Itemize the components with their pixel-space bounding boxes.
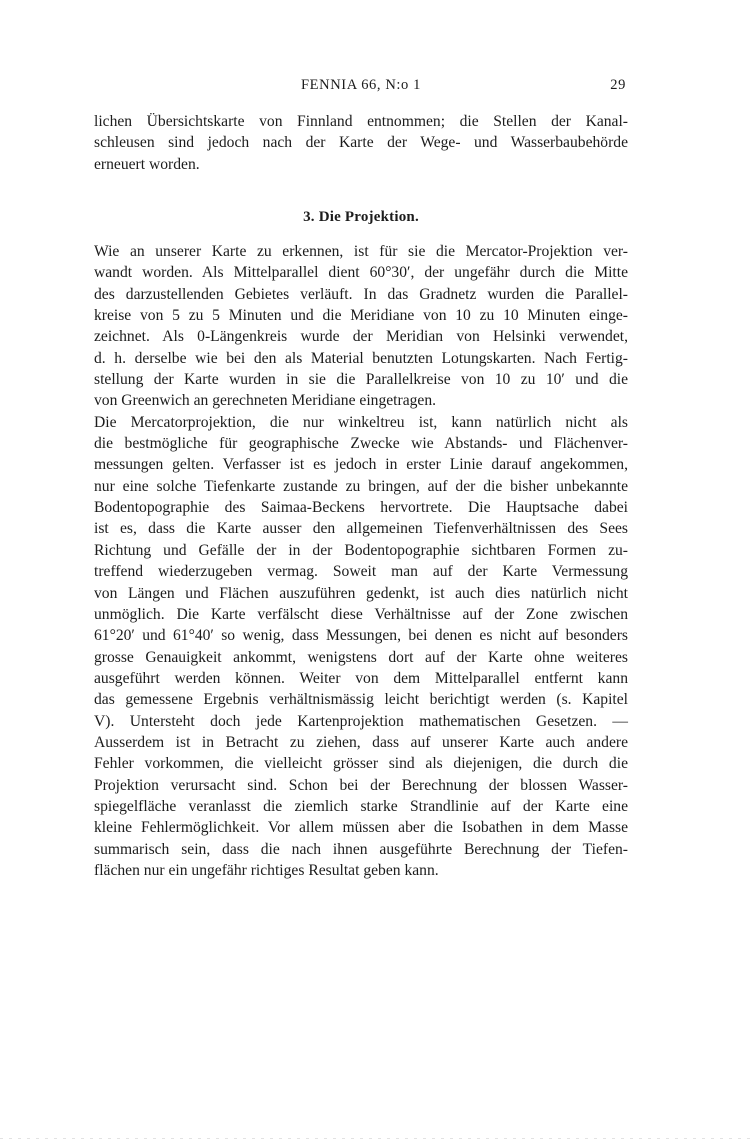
section-heading: 3. Die Projektion. (303, 209, 419, 225)
text-line: Projektion verursacht sind. Schon bei der Berechnung der blossen Wasser- (94, 776, 628, 794)
text-line: nur eine solche Tiefenkarte zustande zu bringen, auf der die bisher unbekannte (94, 477, 628, 495)
paragraph (94, 111, 628, 175)
paragraph-continuation (94, 111, 628, 175)
text-line: d. h. derselbe wie bei den als Material benutzten Lotungskarten. Nach Fertig- (94, 349, 628, 367)
text-line: ist es, dass die Karte ausser den allgemeinen Tiefenverhältnissen des Sees (94, 520, 628, 538)
text-line: von Greenwich an gerechneten Meridiane eingetragen. (94, 392, 437, 410)
paragraph-projection-choice (94, 241, 628, 412)
text-line: Die Mercatorprojektion, die nur winkeltreu ist, kann natürlich nicht als (94, 413, 628, 431)
text-line: lichen Übersichtskarte von Finnland entnommen; die Stellen der Kanal- (94, 113, 628, 130)
text-line: messungen gelten. Verfasser ist es jedoch in erster Linie darauf angekommen, (94, 456, 628, 474)
text-line: V). Untersteht doch jede Kartenprojektion mathematischen Gesetzen. — (94, 712, 628, 730)
text-line: Wie an unserer Karte zu erkennen, ist für sie die Mercator-Projektion ver- (94, 243, 628, 260)
scan-edge-artifact (0, 1138, 752, 1139)
section-text (94, 241, 628, 881)
text-line: stellung der Karte wurden in sie die Parallelkreise von 10 zu 10′ und die (94, 371, 628, 389)
text-line: ausgeführt werden können. Weiter von dem Mittelparallel entfernt kann (94, 669, 628, 687)
text-line: Ausserdem ist in Betracht zu ziehen, dass auf unserer Karte auch andere (94, 733, 628, 751)
text-line: erneuert worden. (94, 155, 200, 173)
text-line: wandt worden. Als Mittelparallel dient 60°30′, der ungefähr durch die Mitte (94, 264, 628, 282)
text-line: flächen nur ein ungefähr richtiges Resultat geben kann. (94, 861, 439, 879)
text-line: spiegelfläche veranlasst die ziemlich starke Strandlinie auf der Karte eine (94, 797, 628, 815)
text-line: kleine Fehlermöglichkeit. Vor allem müssen aber die Isobathen in dem Masse (94, 819, 628, 837)
text-line: unmöglich. Die Karte verfälscht diese Verhältnisse auf der Zone zwischen (94, 605, 628, 623)
text-line: schleusen sind jedoch nach der Karte der Wege- und Wasserbaubehörde (94, 134, 628, 152)
text-line: 61°20′ und 61°40′ so wenig, dass Messungen, bei denen es nicht auf besonders (94, 627, 628, 645)
text-line: zeichnet. Als 0-Längenkreis wurde der Meridian von Helsinki verwendet, (94, 328, 628, 346)
text-line: des darzustellenden Gebietes verläuft. In das Gradnetz wurden die Parallel- (94, 285, 628, 303)
page-number: 29 (610, 77, 626, 93)
text-line: treffend wiederzugeben vermag. Soweit man auf der Karte Vermessung (94, 563, 628, 581)
text-line: Fehler vorkommen, die vielleicht grösser sind als diejenigen, die durch die (94, 755, 628, 773)
journal-title: FENNIA 66, N:o 1 (301, 77, 421, 93)
text-line: kreise von 5 zu 5 Minuten und die Meridiane von 10 zu 10 Minuten einge- (94, 307, 628, 325)
text-line: grosse Genauigkeit ankommt, wenigstens dort auf der Karte ohne weiteres (94, 648, 628, 666)
text-line: die bestmögliche für geographische Zwecke wie Abstands- und Flächenver- (94, 435, 628, 453)
text-line: das gemessene Ergebnis verhältnismässig leicht berichtigt werden (s. Kapitel (94, 691, 628, 709)
paragraph-mercator-discussion (94, 412, 628, 882)
text-line: Bodentopographie des Saimaa-Beckens hervortrete. Die Hauptsache dabei (94, 499, 628, 517)
text-line: von Längen und Flächen auszuführen gedenkt, ist auch dies natürlich nicht (94, 584, 628, 602)
running-header (94, 77, 628, 97)
text-line: Richtung und Gefälle der in der Bodentopographie sichtbaren Formen zu- (94, 541, 628, 559)
text-line: summarisch sein, dass die nach ihnen ausgeführte Berechnung der Tiefen- (94, 840, 628, 858)
